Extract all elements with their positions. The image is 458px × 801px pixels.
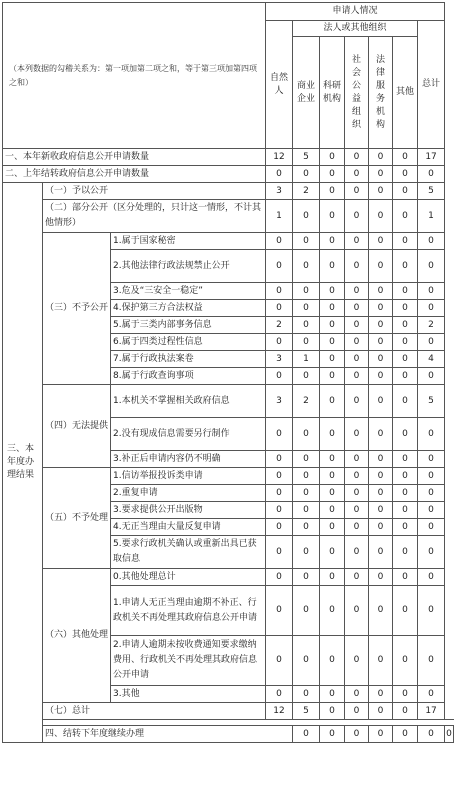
group-label-5: （五）不予处理 xyxy=(43,468,111,569)
cell: 0 xyxy=(393,703,418,720)
cell: 0 xyxy=(293,586,320,636)
cell: 0 xyxy=(345,519,369,536)
cell: 0 xyxy=(369,233,393,250)
row-label: 2.重复申请 xyxy=(111,485,266,502)
cell: 0 xyxy=(418,686,445,703)
cell: 0 xyxy=(393,317,418,334)
cell: 0 xyxy=(320,334,345,351)
cell: 0 xyxy=(266,418,293,451)
cell: 1 xyxy=(266,200,293,233)
row-label: 1.本机关不掌握相关政府信息 xyxy=(111,385,266,418)
cell: 17 xyxy=(418,149,445,166)
cell: 0 xyxy=(418,233,445,250)
cell: 0 xyxy=(393,300,418,317)
cell: 0 xyxy=(418,368,445,385)
cell: 0 xyxy=(345,334,369,351)
header-other: 其他 xyxy=(393,37,418,149)
cell: 0 xyxy=(320,250,345,283)
group-label-3: （三）不予公开 xyxy=(43,233,111,385)
cell: 0 xyxy=(345,149,369,166)
cell: 0 xyxy=(393,351,418,368)
cell: 0 xyxy=(293,317,320,334)
row-label: 1.属于国家秘密 xyxy=(111,233,266,250)
cell: 0 xyxy=(393,686,418,703)
row-label: 四、结转下年度继续办理 xyxy=(43,726,293,743)
cell: 0 xyxy=(418,166,445,183)
cell: 0 xyxy=(393,166,418,183)
header-note: （本列数据的勾稽关系为：第一项加第二项之和，等于第三项加第四项之和） xyxy=(3,3,266,149)
header-natural-person: 自然人 xyxy=(266,21,293,149)
cell: 0 xyxy=(369,726,393,743)
header-legal-service-org: 法律服务机构 xyxy=(369,37,393,149)
table-row xyxy=(3,385,454,418)
cell: 0 xyxy=(266,636,293,686)
cell: 0 xyxy=(369,485,393,502)
header-applicant-situation: 申请人情况 xyxy=(266,3,445,21)
cell: 0 xyxy=(293,368,320,385)
cell: 0 xyxy=(293,200,320,233)
cell: 0 xyxy=(266,300,293,317)
row-label: 8.属于行政查询事项 xyxy=(111,368,266,385)
cell: 0 xyxy=(369,703,393,720)
cell: 0 xyxy=(369,569,393,586)
cell: 0 xyxy=(369,334,393,351)
row-label: 4.无正当理由大量反复申请 xyxy=(111,519,266,536)
cell: 0 xyxy=(320,283,345,300)
cell: 3 xyxy=(266,351,293,368)
cell: 0 xyxy=(345,300,369,317)
cell: 0 xyxy=(418,485,445,502)
cell: 0 xyxy=(320,183,345,200)
table-row xyxy=(3,468,454,485)
cell: 0 xyxy=(266,536,293,569)
cell: 0 xyxy=(345,686,369,703)
cell: 0 xyxy=(393,726,418,743)
cell: 0 xyxy=(345,166,369,183)
cell: 0 xyxy=(393,519,418,536)
cell: 0 xyxy=(345,368,369,385)
cell: 0 xyxy=(418,726,445,743)
cell: 0 xyxy=(293,726,320,743)
table-row xyxy=(3,183,454,200)
cell: 5 xyxy=(418,385,445,418)
cell: 2 xyxy=(418,317,445,334)
row-label: 一、本年新收政府信息公开申请数量 xyxy=(3,149,266,166)
header-total: 总计 xyxy=(418,21,445,149)
cell: 0 xyxy=(369,300,393,317)
row-label: 3.危及“三安全一稳定” xyxy=(111,283,266,300)
cell: 4 xyxy=(418,351,445,368)
cell: 0 xyxy=(369,636,393,686)
cell: 0 xyxy=(320,586,345,636)
cell: 2 xyxy=(266,317,293,334)
cell: 0 xyxy=(293,418,320,451)
cell: 0 xyxy=(418,334,445,351)
cell: 0 xyxy=(393,418,418,451)
cell: 0 xyxy=(418,519,445,536)
cell: 0 xyxy=(418,283,445,300)
cell: 0 xyxy=(369,536,393,569)
table-row xyxy=(3,166,454,183)
cell: 0 xyxy=(293,536,320,569)
header-research-institution: 科研机构 xyxy=(320,37,345,149)
cell: 0 xyxy=(345,636,369,686)
cell: 5 xyxy=(418,183,445,200)
cell: 0 xyxy=(393,385,418,418)
cell: 0 xyxy=(320,485,345,502)
cell: 0 xyxy=(393,200,418,233)
cell: 0 xyxy=(320,703,345,720)
section-3-label: 三、本年度办理结果 xyxy=(3,183,43,743)
header-legal-persons-group: 法人或其他组织 xyxy=(293,21,418,37)
cell: 0 xyxy=(393,233,418,250)
cell: 0 xyxy=(266,686,293,703)
cell: 0 xyxy=(293,451,320,468)
cell: 0 xyxy=(320,636,345,686)
cell: 0 xyxy=(369,385,393,418)
table-row xyxy=(3,703,454,720)
cell: 2 xyxy=(293,385,320,418)
cell: 0 xyxy=(266,233,293,250)
cell: 0 xyxy=(345,317,369,334)
cell: 0 xyxy=(369,200,393,233)
header-social-welfare-org: 社会公益组织 xyxy=(345,37,369,149)
cell: 0 xyxy=(320,536,345,569)
cell: 0 xyxy=(393,536,418,569)
cell: 0 xyxy=(418,468,445,485)
gov-info-disclosure-table xyxy=(2,2,454,743)
row-label: 4.保护第三方合法权益 xyxy=(111,300,266,317)
table-row xyxy=(3,233,454,250)
cell: 0 xyxy=(418,586,445,636)
cell: 0 xyxy=(320,519,345,536)
table-row xyxy=(3,200,454,233)
cell: 0 xyxy=(445,726,454,743)
cell: 0 xyxy=(266,586,293,636)
cell: 0 xyxy=(293,519,320,536)
row-label: 3.要求提供公开出版物 xyxy=(111,502,266,519)
cell: 0 xyxy=(393,485,418,502)
cell: 0 xyxy=(320,149,345,166)
cell: 12 xyxy=(266,149,293,166)
cell: 0 xyxy=(320,166,345,183)
cell: 0 xyxy=(369,451,393,468)
cell: 0 xyxy=(369,502,393,519)
cell: 0 xyxy=(266,451,293,468)
cell: 0 xyxy=(393,451,418,468)
row-label: 3.其他 xyxy=(111,686,266,703)
group-label-6: （六）其他处理 xyxy=(43,569,111,703)
cell: 0 xyxy=(393,468,418,485)
cell: 0 xyxy=(369,250,393,283)
row-label: 6.属于四类过程性信息 xyxy=(111,334,266,351)
cell: 0 xyxy=(266,166,293,183)
cell: 0 xyxy=(369,351,393,368)
cell: 0 xyxy=(418,418,445,451)
row-label: 3.补正后申请内容仍不明确 xyxy=(111,451,266,468)
cell: 0 xyxy=(320,368,345,385)
cell: 0 xyxy=(369,586,393,636)
cell: 0 xyxy=(393,283,418,300)
row-label: （一）予以公开 xyxy=(43,183,266,200)
cell: 0 xyxy=(320,233,345,250)
cell: 0 xyxy=(320,385,345,418)
cell: 0 xyxy=(266,250,293,283)
cell: 0 xyxy=(345,468,369,485)
cell: 0 xyxy=(320,300,345,317)
cell: 0 xyxy=(293,250,320,283)
cell: 0 xyxy=(345,385,369,418)
cell: 0 xyxy=(345,351,369,368)
cell: 0 xyxy=(369,686,393,703)
cell: 0 xyxy=(393,636,418,686)
cell: 0 xyxy=(345,200,369,233)
cell: 0 xyxy=(369,183,393,200)
cell: 0 xyxy=(293,166,320,183)
cell: 0 xyxy=(293,468,320,485)
cell: 0 xyxy=(418,569,445,586)
cell: 0 xyxy=(369,519,393,536)
cell: 0 xyxy=(320,569,345,586)
cell: 0 xyxy=(345,726,369,743)
cell: 0 xyxy=(345,183,369,200)
cell: 0 xyxy=(293,502,320,519)
cell: 0 xyxy=(266,283,293,300)
cell: 0 xyxy=(369,368,393,385)
cell: 0 xyxy=(345,233,369,250)
header-commercial-enterprise: 商业企业 xyxy=(293,37,320,149)
cell: 0 xyxy=(345,418,369,451)
group-label-4: （四）无法提供 xyxy=(43,385,111,468)
cell: 0 xyxy=(293,233,320,250)
cell: 3 xyxy=(266,183,293,200)
cell: 0 xyxy=(293,334,320,351)
cell: 0 xyxy=(345,586,369,636)
row-label: 1.申请人无正当理由逾期不补正、行政机关不再处理其政府信息公开申请 xyxy=(111,586,266,636)
row-label: 5.属于三类内部事务信息 xyxy=(111,317,266,334)
row-label: 2.没有现成信息需要另行制作 xyxy=(111,418,266,451)
cell: 0 xyxy=(320,502,345,519)
cell: 0 xyxy=(369,149,393,166)
cell: 0 xyxy=(345,451,369,468)
cell: 0 xyxy=(393,250,418,283)
row-label: 二、上年结转政府信息公开申请数量 xyxy=(3,166,266,183)
cell: 0 xyxy=(393,149,418,166)
cell: 1 xyxy=(293,351,320,368)
cell: 0 xyxy=(393,368,418,385)
cell: 0 xyxy=(418,250,445,283)
cell: 0 xyxy=(345,250,369,283)
cell: 0 xyxy=(369,283,393,300)
cell: 0 xyxy=(266,468,293,485)
cell: 0 xyxy=(345,502,369,519)
cell: 0 xyxy=(293,283,320,300)
row-label: 7.属于行政执法案卷 xyxy=(111,351,266,368)
row-label: （二）部分公开（区分处理的，只计这一情形，不计其他情形） xyxy=(43,200,266,233)
cell: 0 xyxy=(345,703,369,720)
cell: 0 xyxy=(418,451,445,468)
cell: 0 xyxy=(345,485,369,502)
row-label: 1.信访举报投诉类申请 xyxy=(111,468,266,485)
cell: 12 xyxy=(266,703,293,720)
cell: 1 xyxy=(418,200,445,233)
cell: 0 xyxy=(393,569,418,586)
cell: 0 xyxy=(266,502,293,519)
cell: 0 xyxy=(266,334,293,351)
cell: 0 xyxy=(293,485,320,502)
cell: 0 xyxy=(293,300,320,317)
cell: 0 xyxy=(393,502,418,519)
cell: 2 xyxy=(293,183,320,200)
row-label: 2.其他法律行政法规禁止公开 xyxy=(111,250,266,283)
cell: 0 xyxy=(320,451,345,468)
cell: 3 xyxy=(266,385,293,418)
cell: 0 xyxy=(320,418,345,451)
cell: 0 xyxy=(418,636,445,686)
cell: 0 xyxy=(293,686,320,703)
cell: 0 xyxy=(393,586,418,636)
row-label: （七）总计 xyxy=(43,703,266,720)
table-row xyxy=(3,726,454,743)
cell: 0 xyxy=(418,536,445,569)
cell: 0 xyxy=(345,569,369,586)
cell: 0 xyxy=(369,418,393,451)
cell: 0 xyxy=(293,569,320,586)
cell: 0 xyxy=(393,183,418,200)
cell: 0 xyxy=(320,468,345,485)
cell: 0 xyxy=(418,300,445,317)
row-label: 5.要求行政机关确认或重新出具已获取信息 xyxy=(111,536,266,569)
table-row xyxy=(3,569,454,586)
cell: 0 xyxy=(393,334,418,351)
cell: 0 xyxy=(266,485,293,502)
cell: 0 xyxy=(369,166,393,183)
cell: 0 xyxy=(320,317,345,334)
cell: 0 xyxy=(320,686,345,703)
cell: 0 xyxy=(266,519,293,536)
cell: 0 xyxy=(345,283,369,300)
cell: 0 xyxy=(369,468,393,485)
cell: 0 xyxy=(320,200,345,233)
cell: 0 xyxy=(293,636,320,686)
row-label: 2.申请人逾期未按收费通知要求缴纳费用、行政机关不再处理其政府信息公开申请 xyxy=(111,636,266,686)
cell: 17 xyxy=(418,703,445,720)
cell: 5 xyxy=(293,149,320,166)
table-row xyxy=(3,149,454,166)
cell: 0 xyxy=(266,368,293,385)
cell: 0 xyxy=(345,536,369,569)
cell: 0 xyxy=(320,351,345,368)
row-label: 0.其他处理总计 xyxy=(111,569,266,586)
cell: 5 xyxy=(293,703,320,720)
cell: 0 xyxy=(369,317,393,334)
cell: 0 xyxy=(266,569,293,586)
cell: 0 xyxy=(320,726,345,743)
cell: 0 xyxy=(418,502,445,519)
